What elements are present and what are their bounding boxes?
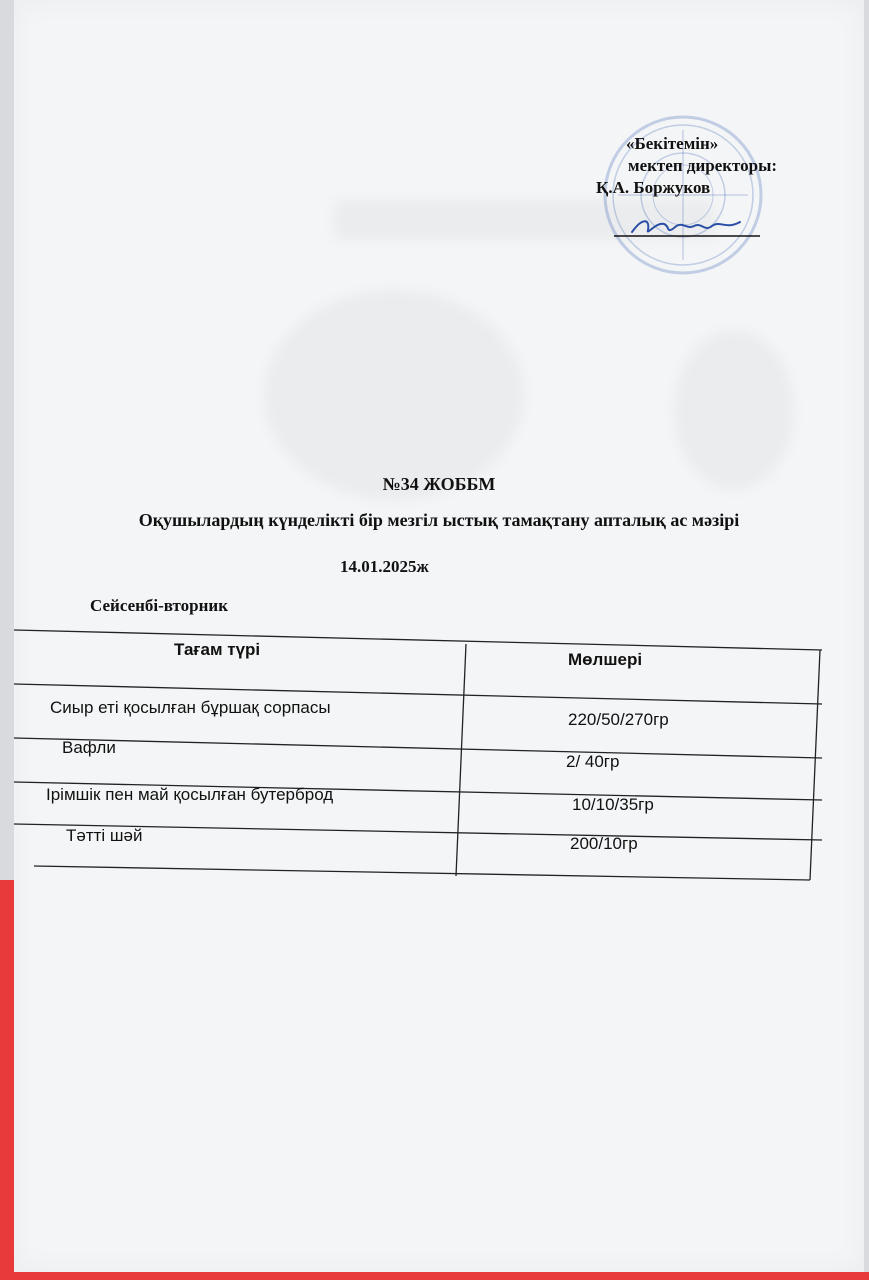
dish-cell: Тәтті шәй: [66, 826, 143, 845]
menu-title: Оқушылардың күнделікті бір мезгіл ыстық тамақтану апталық ас мәзірі: [138, 510, 740, 530]
dish-cell: Сиыр еті қосылған бұршақ сорпасы: [50, 698, 331, 717]
column-header-amount: Мөлшері: [568, 650, 643, 669]
amount-cell: 220/50/270гр: [568, 710, 669, 729]
director-signature-icon: [612, 214, 762, 240]
approval-name: Қ.А. Боржуков: [596, 178, 711, 197]
red-background-edge-bottom: [0, 1272, 869, 1280]
menu-date: 14.01.2025ж: [340, 557, 429, 576]
menu-table: [14, 628, 822, 883]
approval-heading: «Бекітемін»: [626, 134, 719, 153]
amount-cell: 2/ 40гр: [566, 752, 620, 771]
amount-cell: 10/10/35гр: [572, 795, 654, 814]
weekday: Сейсенбі-вторник: [90, 596, 229, 615]
approval-position: мектеп директоры:: [628, 156, 778, 175]
column-header-dish: Тағам түрі: [174, 640, 261, 659]
dish-cell: Вафли: [62, 738, 116, 757]
approval-block: [590, 133, 830, 199]
school-name: №34 ЖОББМ: [382, 474, 496, 494]
amount-cell: 200/10гр: [570, 834, 638, 853]
dish-cell: Ірімшік пен май қосылған бутерброд: [46, 785, 334, 804]
